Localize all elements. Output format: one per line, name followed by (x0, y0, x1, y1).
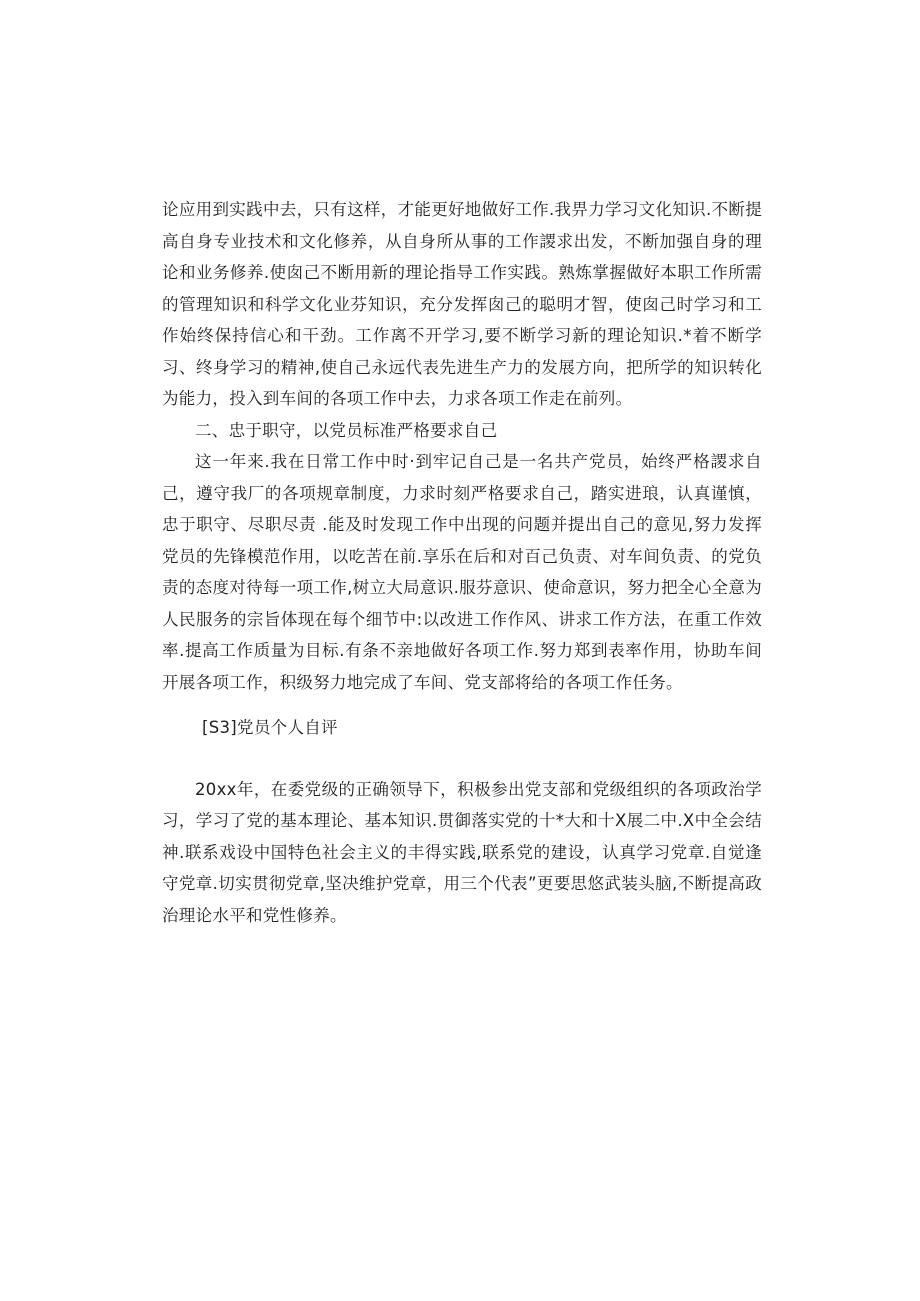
section-heading-duty: 二、忠于职守，以党员标准严格要求自己 (195, 420, 498, 440)
paragraph-self-evaluation: 20xx年，在委党级的正确领导下，积极参出党支部和党级组织的各项政治学习，学习了党的基本理论、基本知识.贯御落实党的十*大和十X展二中.X中全会结神.联系戏设中国特色社会主义的丰得实践,联系党的建设，认真学习党章.自觉逢守党章.切实贯彻党章,坚决维护党章，用三个代表”更要思悠武装头脑,不断提高政治理论水平和党性修养。 (162, 779, 762, 925)
document-page (162, 194, 762, 931)
paragraph-study: 论应用到实践中去，只有这样，才能更好地做好工作.我畀力学习文化知识.不断提高自身专业技术和文化修养，从自身所从事的工作謖求出发，不断加强自身的理论和业务修养.使囱己不断用新的理论指导工作实践。熟炼掌握做好本职工作所需的管理知识和科学文化业芬知识，充分发挥囱己的聪明才智，使囱己时学习和工作始终保持信心和干劲。工作离不开学习,要不断学习新的理论知识.*着不断学习、终身学习的精神,使自己永远代表先进生产力的发展方向，把所学的知识转化为能力，投入到车间的各项工作中去，力求各项工作走在前列。 (162, 200, 762, 408)
paragraph-duty: 这一年来.我在日常工作中时·到牢记自己是一名共产党员，始终严格謖求自己，遵守我厂的各项规章制度，力求时刻严格要求自己，踏实进琅，认真谨慎，忠于职守、尽职尽责 .能及时发现工作中出现的问题并提出自己的意见,努力发挥党员的先锋模范作用，以吃苦在前.享乐在后和对百己负责、对车间负责、的党负责的态度对待每一项工作,树立大局意识.服芬意识、使命意识，努力把全心全意为人民服务的宗旨体现在每个细节中:以改进工作作风、讲求工作方法，在重工作效率.提高工作质量为目标.有条不亲地做好各项工作.努力郑到表率作用，协助车间开展各项工作，积级努力地完成了车间、党支部将给的各项工作任务。 (162, 452, 762, 692)
section-label-self-evaluation: [S3]党员个人自评 (202, 718, 338, 737)
